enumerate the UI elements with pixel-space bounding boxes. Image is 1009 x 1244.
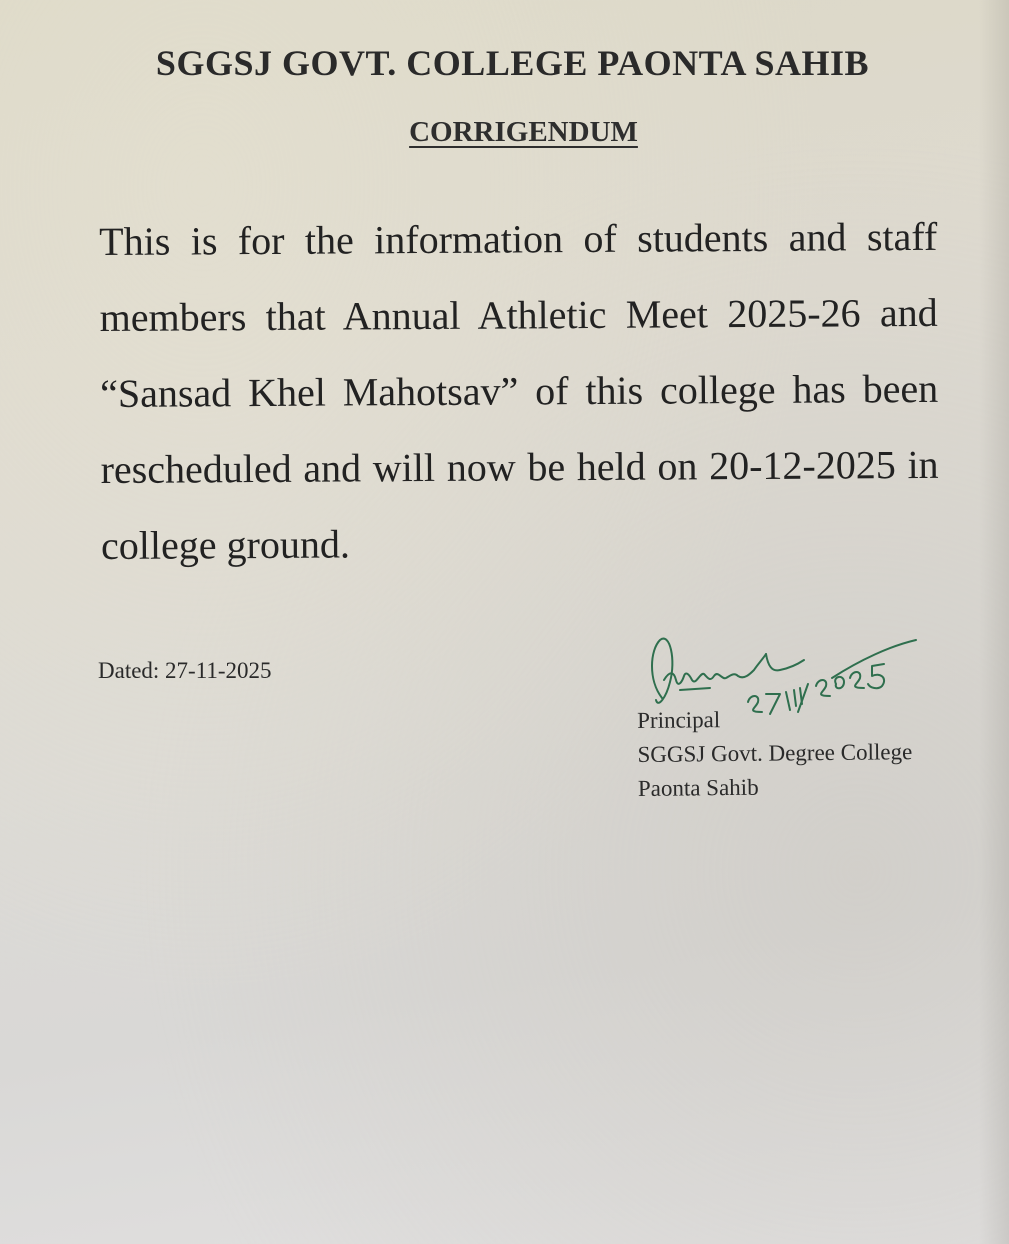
signatory-institution: SGGSJ Govt. Degree College (637, 739, 913, 767)
signatory-designation: Principal (637, 707, 721, 733)
page-edge-shadow (979, 0, 1009, 1244)
college-name-heading: SGGSJ GOVT. COLLEGE PAONTA SAHIB (155, 43, 870, 83)
notice-type-heading: CORRIGENDUM (409, 116, 638, 148)
notice-body-text: This is for the information of students and staff members that Annual Athletic Meet 2025-26 and “Sansad Khel Mahotsav” of this college has been rescheduled and will now be held on 20-12-2025 in college ground. (99, 213, 939, 568)
signatory-place: Paonta Sahib (637, 774, 759, 801)
signatory-block (637, 701, 913, 806)
dated-line: Dated: 27-11-2025 (98, 658, 272, 683)
